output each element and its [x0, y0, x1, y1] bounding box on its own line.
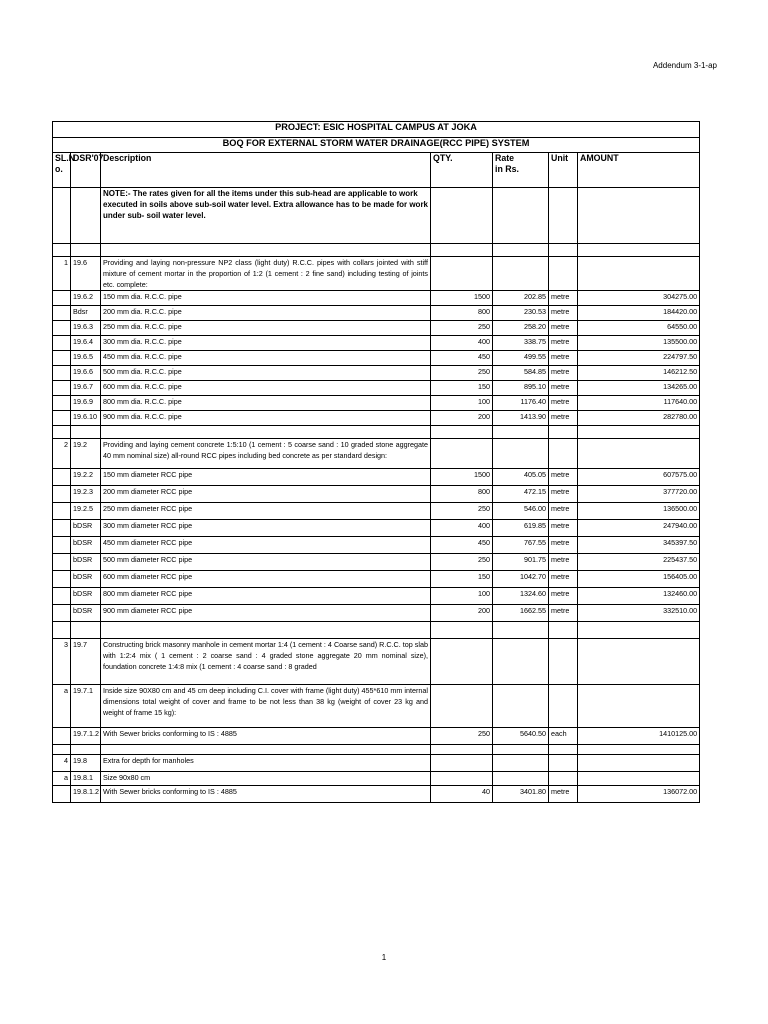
row-amount: 377720.00 — [578, 486, 700, 503]
sub-item-sl: a — [53, 772, 71, 786]
row-qty: 200 — [431, 605, 493, 622]
row-qty: 250 — [431, 728, 493, 745]
table-row — [53, 336, 700, 351]
row-rate: 546.00 — [493, 503, 549, 520]
row-amount: 225437.50 — [578, 554, 700, 571]
sub-item-code: 19.7.1 — [71, 685, 101, 728]
row-amount: 135500.00 — [578, 336, 700, 351]
row-rate: 895.10 — [493, 381, 549, 396]
row-qty: 100 — [431, 396, 493, 411]
project-title: PROJECT: ESIC HOSPITAL CAMPUS AT JOKA — [53, 122, 700, 138]
item-code: 19.2 — [71, 439, 101, 469]
row-qty: 400 — [431, 336, 493, 351]
row-rate: 338.75 — [493, 336, 549, 351]
boq-table — [52, 121, 700, 803]
row-amount: 184420.00 — [578, 306, 700, 321]
header-unit: Unit — [549, 153, 578, 188]
row-amount: 117640.00 — [578, 396, 700, 411]
header-dsr: DSR'07 — [71, 153, 101, 188]
note-text: NOTE:- The rates given for all the items under this sub-head are applicable to work executed in soils above sub-soil water level. Extra allowance has to be made for work under sub- soil water level. — [101, 188, 431, 244]
row-code: Bdsr — [71, 306, 101, 321]
table-row — [53, 486, 700, 503]
row-code: 19.6.5 — [71, 351, 101, 366]
row-code: 19.6.2 — [71, 291, 101, 306]
note-row — [53, 188, 700, 244]
row-rate: 202.85 — [493, 291, 549, 306]
row-amount: 282780.00 — [578, 411, 700, 426]
header-qty: QTY. — [431, 153, 493, 188]
item-row — [53, 439, 700, 469]
item-description: Constructing brick masonry manhole in cement mortar 1:4 (1 cement : 4 Coarse sand) R.C.C. top slab with 1:2:4 mix ( 1 cement : 2 coarse sand : 4 graded stone aggregate 20 mm nominal size), foundation concrete 1:4:8 mix (1 cement : 4 coarse sand : 8 graded — [101, 639, 431, 685]
row-unit: metre — [549, 486, 578, 503]
item-sl: 4 — [53, 755, 71, 772]
table-row — [53, 588, 700, 605]
row-rate: 767.55 — [493, 537, 549, 554]
row-qty: 250 — [431, 503, 493, 520]
row-description: 500 mm dia. R.C.C. pipe — [101, 366, 431, 381]
row-code: 19.8.1.2 — [71, 786, 101, 803]
row-unit: metre — [549, 411, 578, 426]
row-description: 450 mm dia. R.C.C. pipe — [101, 351, 431, 366]
row-unit: metre — [549, 396, 578, 411]
row-unit: metre — [549, 469, 578, 486]
row-amount: 1410125.00 — [578, 728, 700, 745]
row-description: 300 mm dia. R.C.C. pipe — [101, 336, 431, 351]
row-code: 19.6.10 — [71, 411, 101, 426]
row-unit: metre — [549, 605, 578, 622]
row-unit: metre — [549, 520, 578, 537]
item-row — [53, 639, 700, 685]
table-row — [53, 520, 700, 537]
table-row — [53, 411, 700, 426]
header-amount: AMOUNT — [578, 153, 700, 188]
row-qty: 1500 — [431, 291, 493, 306]
table-row — [53, 321, 700, 336]
item-code: 19.6 — [71, 257, 101, 291]
row-rate: 3401.80 — [493, 786, 549, 803]
row-unit: metre — [549, 588, 578, 605]
row-unit: metre — [549, 291, 578, 306]
table-row — [53, 306, 700, 321]
row-qty: 800 — [431, 486, 493, 503]
row-amount: 136072.00 — [578, 786, 700, 803]
row-unit: metre — [549, 366, 578, 381]
header-rate: Rate in Rs. — [493, 153, 549, 188]
row-description: 600 mm diameter RCC pipe — [101, 571, 431, 588]
row-rate: 1324.60 — [493, 588, 549, 605]
row-code: 19.6.9 — [71, 396, 101, 411]
row-qty: 100 — [431, 588, 493, 605]
row-description: 200 mm diameter RCC pipe — [101, 486, 431, 503]
row-unit: metre — [549, 351, 578, 366]
header-sl: SL.N o. — [53, 153, 71, 188]
sub-item-description: Inside size 90X80 cm and 45 cm deep including C.I. cover with frame (light duty) 455*610 mm internal dimensions total weight of cover and frame to be not less than 38 kg (weight of cover 23 kg and weight of frame 15 kg): — [101, 685, 431, 728]
table-row — [53, 554, 700, 571]
row-rate: 499.55 — [493, 351, 549, 366]
row-rate: 901.75 — [493, 554, 549, 571]
row-unit: metre — [549, 554, 578, 571]
item-sl: 2 — [53, 439, 71, 469]
row-amount: 146212.50 — [578, 366, 700, 381]
table-row — [53, 396, 700, 411]
row-rate: 1413.90 — [493, 411, 549, 426]
row-rate: 5640.50 — [493, 728, 549, 745]
item-description: Extra for depth for manholes — [101, 755, 431, 772]
row-amount: 64550.00 — [578, 321, 700, 336]
table-row — [53, 571, 700, 588]
title-row-project — [53, 122, 700, 138]
table-row — [53, 469, 700, 486]
sub-item-code: 19.8.1 — [71, 772, 101, 786]
row-code: 19.2.2 — [71, 469, 101, 486]
row-code: 19.6.3 — [71, 321, 101, 336]
row-amount: 156405.00 — [578, 571, 700, 588]
row-amount: 132460.00 — [578, 588, 700, 605]
row-code: bDSR — [71, 588, 101, 605]
addendum-label: Addendum 3-1-ap — [652, 61, 717, 70]
row-unit: metre — [549, 503, 578, 520]
item-description: Providing and laying cement concrete 1:5:10 (1 cement : 5 coarse sand : 10 graded stone aggregate 40 mm nominal size) all-round RCC pipes including bed concrete as per standard design: — [101, 439, 431, 469]
row-description: 900 mm diameter RCC pipe — [101, 605, 431, 622]
row-description: 500 mm diameter RCC pipe — [101, 554, 431, 571]
row-code: 19.2.5 — [71, 503, 101, 520]
row-unit: metre — [549, 571, 578, 588]
row-qty: 400 — [431, 520, 493, 537]
row-description: 300 mm diameter RCC pipe — [101, 520, 431, 537]
item-code: 19.8 — [71, 755, 101, 772]
row-description: 150 mm dia. R.C.C. pipe — [101, 291, 431, 306]
row-code: bDSR — [71, 520, 101, 537]
row-qty: 450 — [431, 537, 493, 554]
table-row — [53, 351, 700, 366]
row-description: 600 mm dia. R.C.C. pipe — [101, 381, 431, 396]
row-description: 250 mm dia. R.C.C. pipe — [101, 321, 431, 336]
row-qty: 250 — [431, 554, 493, 571]
row-rate: 472.15 — [493, 486, 549, 503]
row-amount: 134265.00 — [578, 381, 700, 396]
row-qty: 150 — [431, 571, 493, 588]
row-qty: 450 — [431, 351, 493, 366]
row-qty: 200 — [431, 411, 493, 426]
row-amount: 332510.00 — [578, 605, 700, 622]
item-sl: 1 — [53, 257, 71, 291]
sub-item-row — [53, 685, 700, 728]
item-row — [53, 755, 700, 772]
row-unit: metre — [549, 537, 578, 554]
row-description: 450 mm diameter RCC pipe — [101, 537, 431, 554]
row-code: 19.6.7 — [71, 381, 101, 396]
row-amount: 136500.00 — [578, 503, 700, 520]
row-amount: 304275.00 — [578, 291, 700, 306]
row-code: bDSR — [71, 605, 101, 622]
header-description: Description — [101, 153, 431, 188]
row-description: 800 mm diameter RCC pipe — [101, 588, 431, 605]
row-rate: 1662.55 — [493, 605, 549, 622]
row-qty: 250 — [431, 321, 493, 336]
row-code: bDSR — [71, 571, 101, 588]
table-row — [53, 381, 700, 396]
row-description: 900 mm dia. R.C.C. pipe — [101, 411, 431, 426]
row-rate: 230.53 — [493, 306, 549, 321]
row-unit: metre — [549, 336, 578, 351]
row-rate: 619.85 — [493, 520, 549, 537]
row-unit: metre — [549, 786, 578, 803]
row-description: 800 mm dia. R.C.C. pipe — [101, 396, 431, 411]
item-description: Providing and laying non-pressure NP2 class (light duty) R.C.C. pipes with collars jointed with stiff mixture of cement mortar in the proportion of 1:2 (1 cement : 2 fine sand) including testing of joints etc. complete: — [101, 257, 431, 291]
table-row — [53, 786, 700, 803]
item-sl: 3 — [53, 639, 71, 685]
table-row — [53, 537, 700, 554]
table-row — [53, 291, 700, 306]
row-description: 200 mm dia. R.C.C. pipe — [101, 306, 431, 321]
row-code: 19.2.3 — [71, 486, 101, 503]
table-row — [53, 605, 700, 622]
row-description: 250 mm diameter RCC pipe — [101, 503, 431, 520]
row-amount: 345397.50 — [578, 537, 700, 554]
table-row — [53, 728, 700, 745]
page-number: 1 — [381, 953, 387, 962]
row-rate: 405.05 — [493, 469, 549, 486]
sub-item-row — [53, 772, 700, 786]
header-row — [53, 153, 700, 188]
row-rate: 1176.40 — [493, 396, 549, 411]
row-code: bDSR — [71, 554, 101, 571]
row-code: 19.6.4 — [71, 336, 101, 351]
title-row-boq — [53, 138, 700, 153]
row-amount: 247940.00 — [578, 520, 700, 537]
row-qty: 1500 — [431, 469, 493, 486]
row-description: With Sewer bricks conforming to IS : 4885 — [101, 786, 431, 803]
row-unit: metre — [549, 321, 578, 336]
row-rate: 1042.70 — [493, 571, 549, 588]
row-unit: each — [549, 728, 578, 745]
row-amount: 607575.00 — [578, 469, 700, 486]
row-qty: 800 — [431, 306, 493, 321]
row-rate: 258.20 — [493, 321, 549, 336]
row-qty: 250 — [431, 366, 493, 381]
sub-item-description: Size 90x80 cm — [101, 772, 431, 786]
table-row — [53, 503, 700, 520]
row-qty: 150 — [431, 381, 493, 396]
row-code: 19.6.6 — [71, 366, 101, 381]
row-amount: 224797.50 — [578, 351, 700, 366]
row-rate: 584.85 — [493, 366, 549, 381]
row-description: With Sewer bricks conforming to IS : 4885 — [101, 728, 431, 745]
item-code: 19.7 — [71, 639, 101, 685]
row-code: bDSR — [71, 537, 101, 554]
sub-item-sl: a — [53, 685, 71, 728]
row-unit: metre — [549, 381, 578, 396]
row-unit: metre — [549, 306, 578, 321]
row-qty: 40 — [431, 786, 493, 803]
table-row — [53, 366, 700, 381]
row-code: 19.7.1.2 — [71, 728, 101, 745]
item-row — [53, 257, 700, 291]
row-description: 150 mm diameter RCC pipe — [101, 469, 431, 486]
boq-title: BOQ FOR EXTERNAL STORM WATER DRAINAGE(RCC PIPE) SYSTEM — [53, 138, 700, 153]
